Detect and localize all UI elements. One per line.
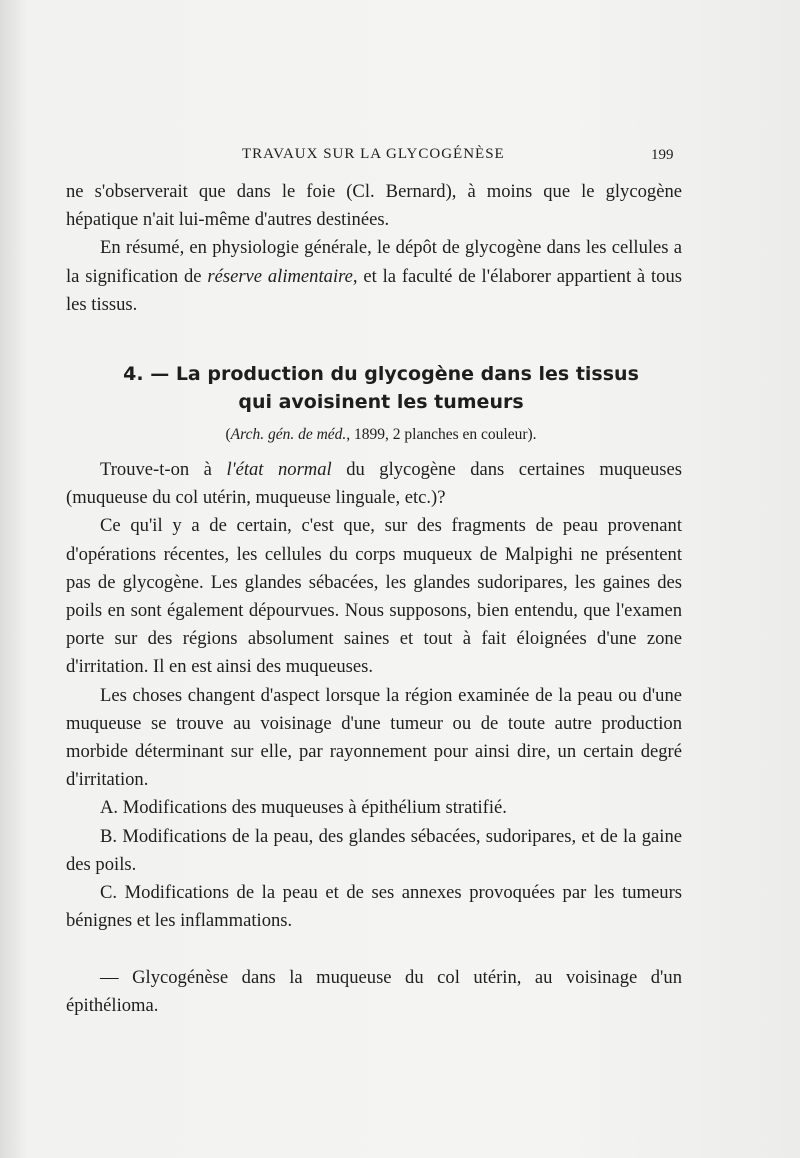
running-head: TRAVAUX SUR LA GLYCOGÉNÈSE xyxy=(242,146,505,162)
p1-before: Trouve-t-on à xyxy=(100,459,227,480)
summary-emphasis: réserve alimentaire xyxy=(207,265,353,287)
reference-details: , 1899, 2 planches en couleur). xyxy=(346,426,537,443)
section-title-text-1: La production du glycogène dans les tissus xyxy=(175,363,639,385)
summary-text-after: , et la faculté de l'élaborer appartient à tous les tissus. xyxy=(66,265,682,315)
section-title-line-1 xyxy=(66,360,696,388)
reference-journal: Arch. gén. de méd. xyxy=(230,426,347,443)
p1-after: du glycogène dans certaines muqueuses (muqueuse du col utérin, muqueuse linguale, etc.)? xyxy=(66,459,682,509)
page-number: 199 xyxy=(651,147,674,163)
continuation-paragraph: ne s'observerait que dans le foie (Cl. Bernard), à moins que le glycogène hépatique n'ait lui-même d'autres destinées. xyxy=(66,181,682,231)
list-item-c: C. Modifications de la peau et de ses annexes provoquées par les tumeurs bénignes et les inflammations. xyxy=(66,882,682,932)
reference-open: ( xyxy=(225,426,231,443)
subheading-block xyxy=(66,964,682,1020)
list-item-a: A. Modifications des muqueuses à épithélium stratifié. xyxy=(100,797,507,819)
paragraph-certain: Ce qu'il y a de certain, c'est que, sur des fragments de peau provenant d'opérations récentes, les cellules du corps muqueux de Malpighi ne présentent pas de glycogène. Les glandes sébacées, les glandes sudoripares, les gaines des poils en sont également dépourvues. Nous supposons, bien entendu, que l'examen porte sur des régions absolument saines et tout à fait éloignées d'une zone d'irritation. Il en est ainsi des muqueuses. xyxy=(66,515,682,678)
section-heading xyxy=(66,360,696,416)
subheading-cervix: — Glycogénèse dans la muqueuse du col utérin, au voisinage d'un épithélioma. xyxy=(66,967,682,1017)
section-title-line-2: qui avoisinent les tumeurs xyxy=(238,391,524,413)
summary-text-before: En résumé, en physiologie générale, le dépôt de glycogène dans les cellules a la signification de xyxy=(66,237,682,287)
body-text xyxy=(66,456,682,935)
section-dash: — xyxy=(150,363,170,385)
p1-emphasis: l'état normal xyxy=(226,459,332,480)
section-reference xyxy=(66,426,696,444)
paragraph-changes: Les choses changent d'aspect lorsque la région examinée de la peau ou d'une muqueuse se trouve au voisinage d'une tumeur ou de toute autre production morbide déterminant sur elle, par rayonnement pour ainsi dire, un certain degré d'irritation. xyxy=(66,684,682,791)
paragraph-question xyxy=(66,456,682,512)
opening-text xyxy=(66,178,682,319)
list-item-b: B. Modifications de la peau, des glandes sébacées, sudoripares, et de la gaine des poils. xyxy=(66,825,682,875)
summary-paragraph xyxy=(66,234,682,319)
section-number: 4. xyxy=(123,363,144,385)
